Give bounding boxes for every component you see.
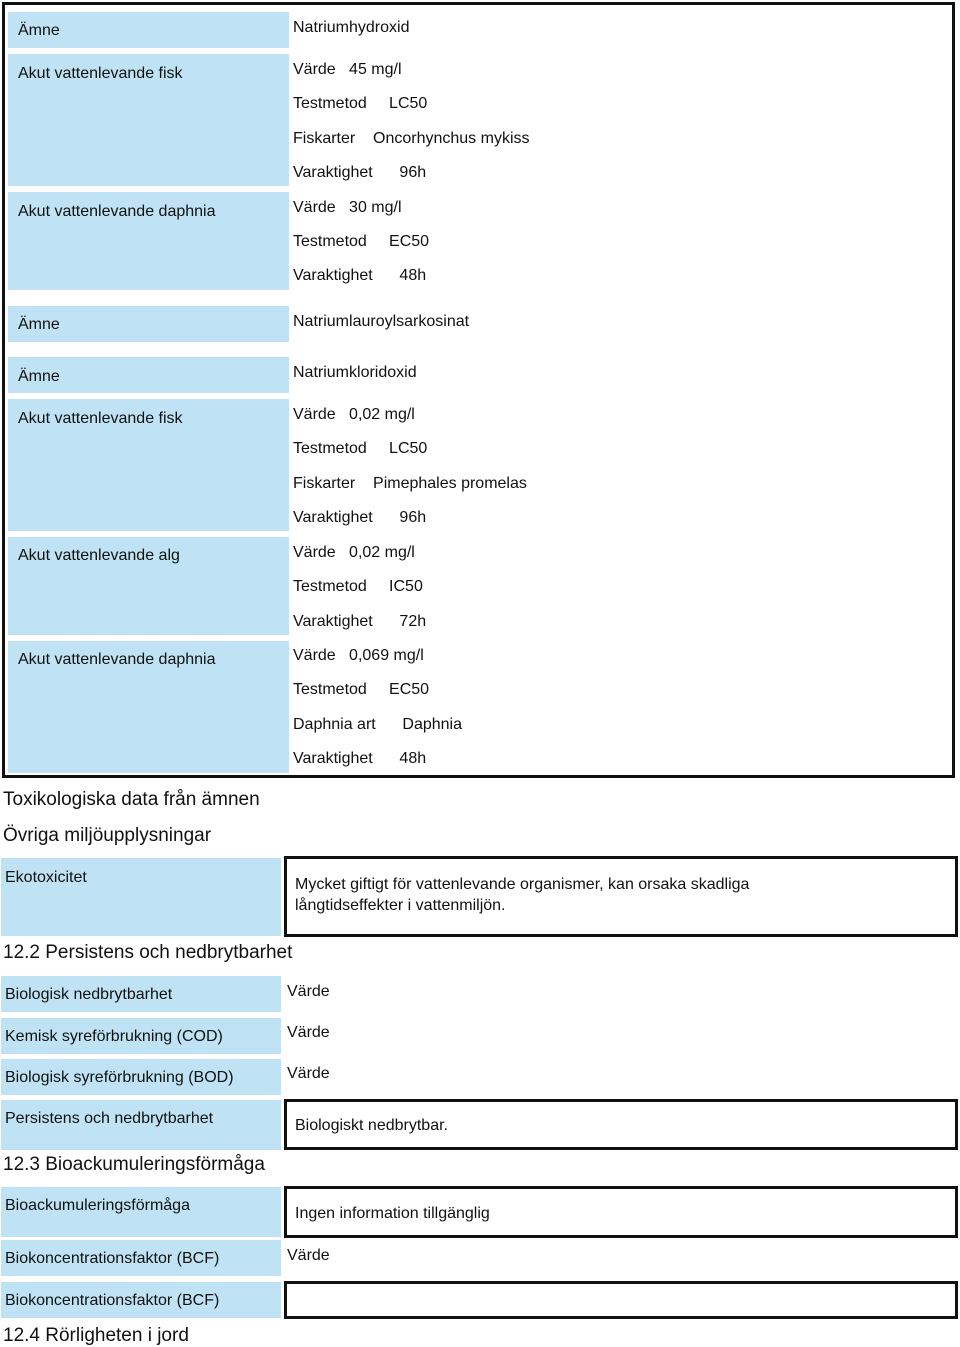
bod-label: Biologisk syreförbrukning (BOD)	[5, 1069, 234, 1086]
toxicology-heading: Toxikologiska data från ämnen	[3, 789, 260, 810]
varaktighet-row	[293, 613, 426, 631]
bcf-label: Biokoncentrationsfaktor (BCF)	[5, 1250, 220, 1267]
testmetod-val: EC50	[389, 233, 430, 250]
bcf-box	[284, 1281, 958, 1319]
value-val: 0,069 mg/l	[349, 647, 424, 664]
value-key: Värde	[293, 61, 336, 78]
substance-label: Ämne	[18, 22, 60, 39]
substance-label: Ämne	[18, 368, 60, 385]
fiskarter-row	[293, 130, 530, 148]
cod-label-cell	[1, 1018, 281, 1054]
substance-label-cell	[8, 306, 289, 342]
daphnia-label-cell	[8, 192, 289, 290]
value-row	[293, 647, 424, 665]
daphnia-label-cell	[8, 641, 289, 773]
bioaccumulation-heading: 12.3 Bioackumuleringsförmåga	[3, 1154, 265, 1175]
biodegradability-label: Biologisk nedbrytbarhet	[5, 986, 173, 1003]
testmetod-val: IC50	[389, 578, 423, 595]
ecotoxicity-text-line2: långtidseffekter i vattenmiljön.	[295, 897, 506, 914]
varaktighet-key: Varaktighet	[293, 613, 373, 630]
varaktighet-row	[293, 509, 426, 527]
value-key: Värde	[293, 199, 336, 216]
substance-name: Natriumkloridoxid	[293, 364, 417, 381]
testmetod-key: Testmetod	[293, 681, 367, 698]
fiskarter-row	[293, 475, 527, 493]
value-row	[293, 544, 415, 562]
value-row	[293, 199, 402, 217]
testmetod-row	[293, 681, 429, 699]
varaktighet-val: 72h	[399, 613, 427, 630]
alg-label: Akut vattenlevande alg	[18, 547, 180, 564]
other-env-heading: Övriga miljöupplysningar	[3, 825, 212, 846]
bcf-label-cell	[1, 1240, 281, 1276]
persistence-value: Biologiskt nedbrytbar.	[295, 1117, 448, 1134]
ecotoxicity-text-line1: Mycket giftigt för vattenlevande organismer, kan orsaka skadliga	[295, 876, 750, 893]
bod-label-cell	[1, 1059, 281, 1095]
substance-label-cell	[8, 357, 289, 393]
fiskarter-val: Pimephales promelas	[373, 475, 527, 492]
bcf-label-cell	[1, 1282, 281, 1318]
persistence-box	[284, 1099, 958, 1150]
daphnia-art-row	[293, 716, 462, 734]
value-key: Värde	[293, 544, 336, 561]
persistence-label: Persistens och nedbrytbarhet	[5, 1110, 214, 1127]
testmetod-key: Testmetod	[293, 95, 367, 112]
value-key: Värde	[293, 647, 336, 664]
bioaccumulation-value: Ingen information tillgänglig	[295, 1205, 490, 1222]
biodegradability-value: Värde	[287, 983, 330, 1000]
testmetod-row	[293, 233, 429, 251]
testmetod-key: Testmetod	[293, 440, 367, 457]
substance-name: Natriumlauroylsarkosinat	[293, 313, 470, 330]
value-val: 45 mg/l	[349, 61, 402, 78]
substance-label-cell	[8, 12, 289, 48]
value-val: 0,02 mg/l	[349, 406, 415, 423]
cod-label: Kemisk syreförbrukning (COD)	[5, 1028, 223, 1045]
varaktighet-row	[293, 750, 426, 768]
alg-label-cell	[8, 537, 289, 635]
varaktighet-key: Varaktighet	[293, 267, 373, 284]
varaktighet-val: 48h	[399, 750, 427, 767]
daphnia-art-key: Daphnia art	[293, 716, 376, 733]
bcf-value: Värde	[287, 1247, 330, 1264]
testmetod-row	[293, 440, 427, 458]
varaktighet-val: 96h	[399, 164, 427, 181]
value-val: 0,02 mg/l	[349, 544, 415, 561]
fish-label: Akut vattenlevande fisk	[18, 410, 183, 427]
fiskarter-key: Fiskarter	[293, 130, 356, 147]
substance-label: Ämne	[18, 316, 60, 333]
daphnia-label: Akut vattenlevande daphnia	[18, 203, 216, 220]
value-val: 30 mg/l	[349, 199, 402, 216]
fiskarter-val: Oncorhynchus mykiss	[373, 130, 530, 147]
daphnia-label: Akut vattenlevande daphnia	[18, 651, 216, 668]
fish-label: Akut vattenlevande fisk	[18, 65, 183, 82]
fiskarter-key: Fiskarter	[293, 475, 356, 492]
substance-name: Natriumhydroxid	[293, 19, 410, 36]
testmetod-row	[293, 578, 423, 596]
daphnia-art-val: Daphnia	[402, 716, 462, 733]
testmetod-row	[293, 95, 427, 113]
ecotoxicity-label: Ekotoxicitet	[5, 869, 87, 886]
persistence-heading: 12.2 Persistens och nedbrytbarhet	[3, 942, 293, 963]
cod-value: Värde	[287, 1024, 330, 1041]
bcf-label: Biokoncentrationsfaktor (BCF)	[5, 1292, 220, 1309]
biodegradability-label-cell	[1, 976, 281, 1012]
value-key: Värde	[293, 406, 336, 423]
testmetod-val: LC50	[389, 95, 428, 112]
value-row	[293, 61, 402, 79]
testmetod-val: LC50	[389, 440, 428, 457]
varaktighet-row	[293, 164, 426, 182]
fish-label-cell	[8, 399, 289, 531]
testmetod-val: EC50	[389, 681, 430, 698]
bioaccumulation-label: Bioackumuleringsförmåga	[5, 1197, 190, 1214]
ecotoxicity-label-cell	[1, 858, 281, 936]
ecotoxicity-box	[284, 856, 958, 937]
varaktighet-val: 48h	[399, 267, 427, 284]
bod-value: Värde	[287, 1065, 330, 1082]
persistence-label-cell	[1, 1100, 281, 1150]
varaktighet-key: Varaktighet	[293, 164, 373, 181]
bioaccumulation-label-cell	[1, 1187, 281, 1237]
testmetod-key: Testmetod	[293, 233, 367, 250]
varaktighet-key: Varaktighet	[293, 750, 373, 767]
value-row	[293, 406, 415, 424]
testmetod-key: Testmetod	[293, 578, 367, 595]
fish-label-cell	[8, 54, 289, 186]
soil-mobility-heading: 12.4 Rörligheten i jord	[3, 1325, 189, 1346]
varaktighet-row	[293, 267, 426, 285]
bioaccumulation-box	[284, 1186, 958, 1238]
varaktighet-key: Varaktighet	[293, 509, 373, 526]
varaktighet-val: 96h	[399, 509, 427, 526]
